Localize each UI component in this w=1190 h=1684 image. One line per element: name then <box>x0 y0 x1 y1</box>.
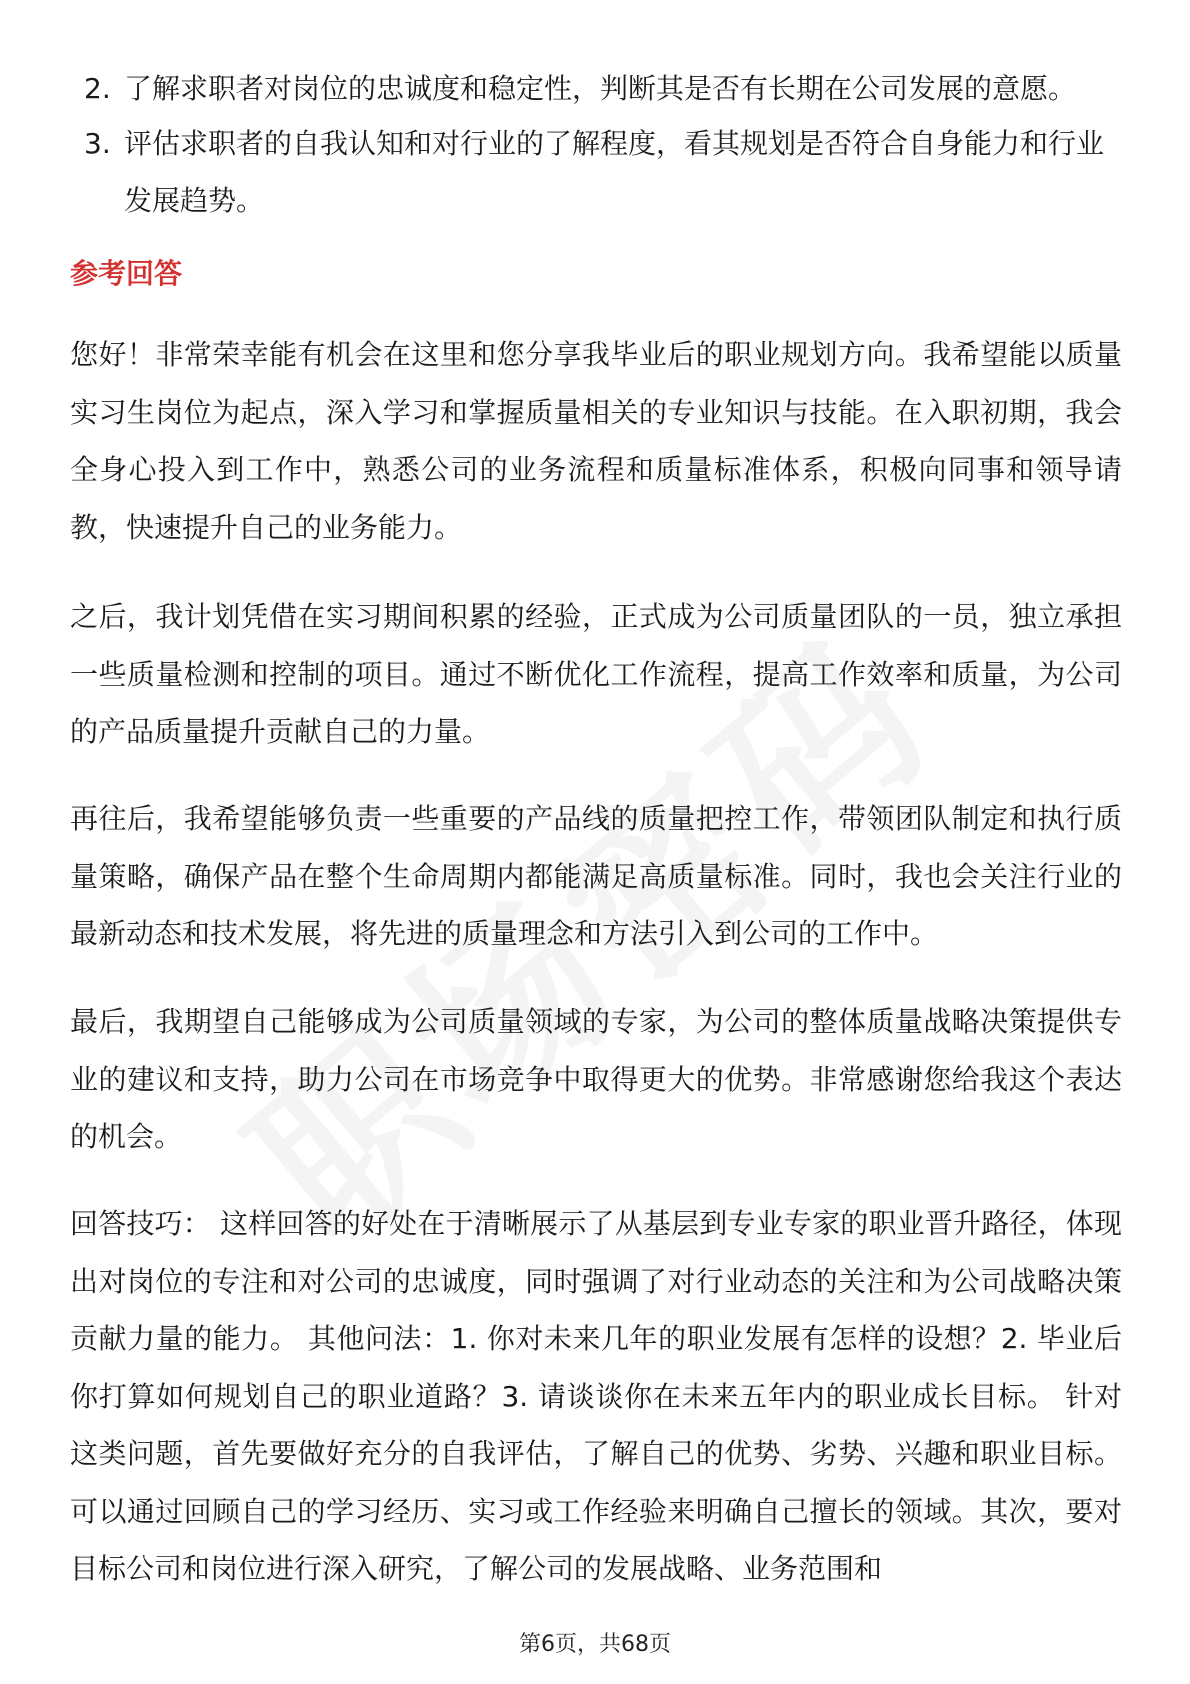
list-item <box>84 115 1124 229</box>
answer-paragraph: 再往后，我希望能够负责一些重要的产品线的质量把控工作，带领团队制定和执行质量策略，确保产品在整个生命周期内都能满足高质量标准。同时，我也会关注行业的最新动态和技术发展，将先进的质量理念和方法引入到公司的工作中。 <box>70 802 1122 950</box>
answer-paragraph: 之后，我计划凭借在实习期间积累的经验，正式成为公司质量团队的一员，独立承担一些质量检测和控制的项目。通过不断优化工作流程，提高工作效率和质量，为公司的产品质量提升贡献自己的力量。 <box>70 600 1122 748</box>
list-item-number: 3. <box>84 127 111 160</box>
list-item-text: 评估求职者的自我认知和对行业的了解程度，看其规划是否符合自身能力和行业发展趋势。 <box>124 127 1105 217</box>
answer-paragraph: 您好！非常荣幸能有机会在这里和您分享我毕业后的职业规划方向。我希望能以质量实习生岗位为起点，深入学习和掌握质量相关的专业知识与技能。在入职初期，我会全身心投入到工作中，熟悉公司的业务流程和质量标准体系，积极向同事和领导请教，快速提升自己的业务能力。 <box>70 338 1122 544</box>
tips-paragraph: 回答技巧： 这样回答的好处在于清晰展示了从基层到专业专家的职业晋升路径，体现出对岗位的专注和对公司的忠诚度，同时强调了对行业动态的关注和为公司战略决策贡献力量的能力。 其他问法：1. 你对未来几年的职业发展有怎样的设想？2. 毕业后你打算如何规划自己的职业道路？3. 请谈谈你在未来五年内的职业成长目标。 针对这类问题，首先要做好充分的自我评估，了解自己的优势、劣势、兴趣和职业目标。可以通过回顾自己的学习经历、实习或工作经验来明确自己擅长的领域。其次，要对目标公司和岗位进行深入研究，了解公司的发展战略、业务范围和 <box>70 1207 1122 1585</box>
section-title: 参考回答 <box>70 257 183 290</box>
list-item <box>84 60 1124 117</box>
answer-paragraph: 最后，我期望自己能够成为公司质量领域的专家，为公司的整体质量战略决策提供专业的建议和支持，助力公司在市场竞争中取得更大的优势。非常感谢您给我这个表达的机会。 <box>70 1005 1122 1153</box>
page-footer: 第6页，共68页 <box>519 1632 671 1657</box>
list-item-text: 了解求职者对岗位的忠诚度和稳定性，判断其是否有长期在公司发展的意愿。 <box>124 72 1077 105</box>
list-item-number: 2. <box>84 72 111 105</box>
